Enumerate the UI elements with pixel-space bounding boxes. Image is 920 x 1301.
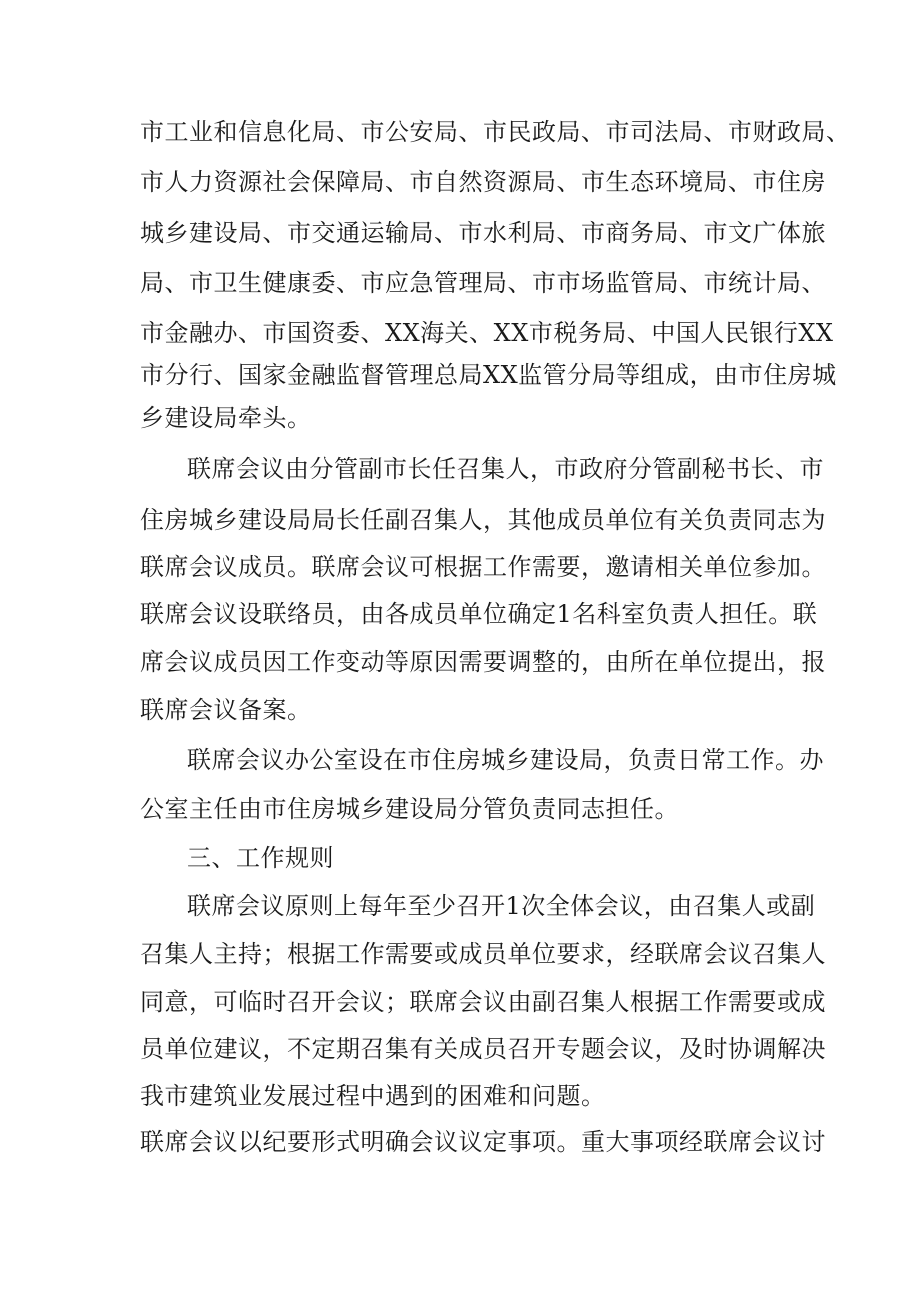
text-line: 局、市卫生健康委、市应急管理局、市市场监管局、市统计局、 (140, 269, 826, 297)
paragraph-first-line: 联席会议原则上每年至少召开1次全体会议，由召集人或副 (187, 892, 816, 920)
text-line: 联席会议以纪要形式明确会议议定事项。重大事项经联席会议讨 (140, 1128, 826, 1156)
text-line: 住房城乡建设局局长任副召集人，其他成员单位有关负责同志为 (140, 506, 826, 534)
text-line: 联席会议成员。联席会议可根据工作需要，邀请相关单位参加。 (140, 553, 826, 581)
text-line: 乡建设局牵头。 (140, 404, 312, 432)
text-line: 我市建筑业发展过程中遇到的困难和问题。 (140, 1082, 606, 1110)
paragraph-first-line: 联席会议办公室设在市住房城乡建设局，负责日常工作。办 (187, 746, 824, 774)
section-heading: 三、工作规则 (187, 844, 334, 872)
text-line: 市人力资源社会保障局、市自然资源局、市生态环境局、市住房 (140, 168, 826, 196)
text-line: 公室主任由市住房城乡建设局分管负责同志担任。 (140, 795, 679, 823)
text-line: 员单位建议，不定期召集有关成员召开专题会议，及时协调解决 (140, 1035, 826, 1063)
text-line: 联席会议备案。 (140, 696, 312, 724)
text-line: 市分行、国家金融监督管理总局XX监管分局等组成，由市住房城 (140, 361, 837, 389)
text-line: 召集人主持；根据工作需要或成员单位要求，经联席会议召集人 (140, 940, 826, 968)
text-line: 联席会议设联络员，由各成员单位确定1名科室负责人担任。联 (140, 600, 818, 628)
text-line: 同意，可临时召开会议；联席会议由副召集人根据工作需要或成 (140, 988, 826, 1016)
text-line: 市工业和信息化局、市公安局、市民政局、市司法局、市财政局、 (140, 118, 851, 146)
text-line: 席会议成员因工作变动等原因需要调整的，由所在单位提出，报 (140, 648, 826, 676)
text-line: 市金融办、市国资委、XX海关、XX市税务局、中国人民银行XX (140, 319, 834, 347)
text-line: 城乡建设局、市交通运输局、市水利局、市商务局、市文广体旅 (140, 219, 826, 247)
paragraph-first-line: 联席会议由分管副市长任召集人，市政府分管副秘书长、市 (187, 455, 824, 483)
